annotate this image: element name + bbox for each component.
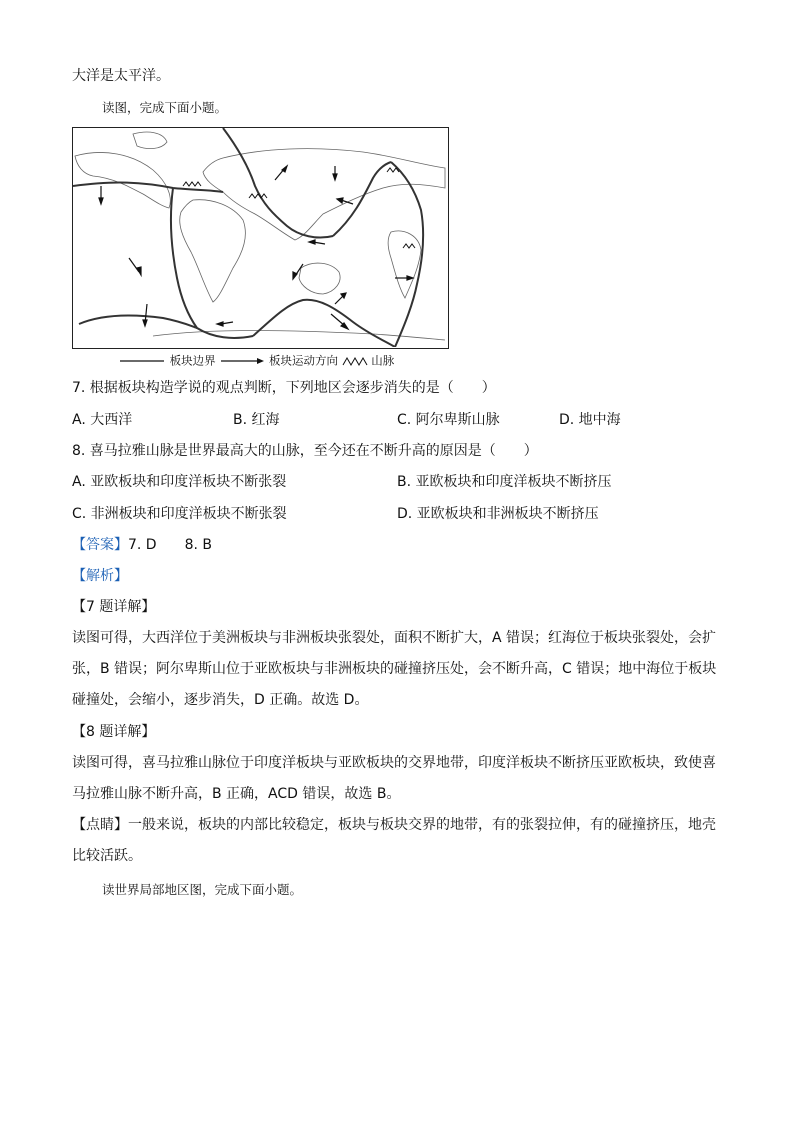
plate-boundary-east-pacific <box>391 162 423 347</box>
answer-text: 7. D 8. B <box>128 537 212 553</box>
tip-line <box>72 815 716 835</box>
motion-arrow-8 <box>335 296 343 304</box>
q8-stem: 8. 喜马拉雅山脉是世界最高大的山脉，至今还在不断升高的原因是（ ） <box>72 443 538 459</box>
q7-detail-label: 【7 题详解】 <box>72 599 156 615</box>
q8-option-d: D. 亚欧板块和非洲板块不断挤压 <box>397 506 599 522</box>
answer-label: 【答案】 <box>72 537 128 553</box>
next-reading-instruction: 读世界局部地区图，完成下面小题。 <box>102 882 303 897</box>
analysis-label: 【解析】 <box>72 568 128 584</box>
q7-option-b: B. 红海 <box>233 412 280 428</box>
map-legend <box>120 352 394 369</box>
australia-outline <box>299 263 340 294</box>
mountain-symbol-himalaya <box>249 194 267 198</box>
tip-text: 一般来说，板块的内部比较稳定，板块与板块交界的地带，有的张裂拉伸，有的碰撞挤压，地壳 <box>128 817 716 833</box>
motion-arrowhead-6 <box>337 198 343 203</box>
boundary-line-symbol <box>120 357 166 365</box>
q8-detail-line: 读图可得，喜马拉雅山脉位于印度洋板块与亚欧板块的交界地带，印度洋板块不断挤压亚欧板块，致使喜 <box>72 755 716 771</box>
motion-arrowhead-5 <box>309 240 315 244</box>
q8-detail-label: 【8 题详解】 <box>72 724 156 740</box>
greenland-outline <box>133 132 167 149</box>
north-america-outline <box>75 152 170 208</box>
eurasia-outline <box>203 149 445 240</box>
q7-detail-line: 碰撞处，会缩小，逐步消失，D 正确。故选 D。 <box>72 692 369 708</box>
answer-line <box>72 535 212 555</box>
tip-line-2: 比较活跃。 <box>72 848 142 864</box>
legend-mountain-label: 山脉 <box>371 353 395 368</box>
q8-option-b: B. 亚欧板块和印度洋板块不断挤压 <box>397 474 612 490</box>
motion-arrowhead-3 <box>143 320 147 326</box>
legend-motion-label: 板块运动方向 <box>268 353 338 368</box>
q7-option-c: C. 阿尔卑斯山脉 <box>397 412 500 428</box>
plate-map <box>72 127 449 349</box>
q7-stem: 7. 根据板块构造学说的观点判断，下列地区会逐步消失的是（ ） <box>72 380 496 396</box>
previous-text-tail: 大洋是太平洋。 <box>72 68 170 84</box>
mountain-symbol <box>342 356 368 366</box>
reading-instruction: 读图，完成下面小题。 <box>102 100 228 115</box>
motion-arrowhead-4 <box>217 322 223 326</box>
motion-arrowhead-12 <box>282 166 287 172</box>
plate-boundary-north <box>73 183 223 193</box>
mountain-symbol-andes <box>403 244 415 248</box>
q8-option-a: A. 亚欧板块和印度洋板块不断张裂 <box>72 474 287 490</box>
plate-map-drawing <box>73 128 447 347</box>
plate-boundary-atlantic <box>171 188 253 338</box>
mountain-symbol-alps <box>183 182 201 186</box>
motion-arrowhead-7 <box>293 272 297 279</box>
legend-boundary-label: 板块边界 <box>169 353 216 368</box>
plate-boundary-south-atlantic <box>79 316 197 328</box>
q8-option-c: C. 非洲板块和印度洋板块不断张裂 <box>72 506 287 522</box>
tip-label: 【点睛】 <box>72 817 128 833</box>
q7-option-d: D. 地中海 <box>559 412 621 428</box>
motion-arrow-symbol <box>219 357 265 365</box>
q7-detail-line: 张，B 错误；阿尔卑斯山位于亚欧板块与非洲板块的碰撞挤压处，会不断升高，C 错误；地中海位于板块 <box>72 661 717 677</box>
africa-outline <box>180 200 246 302</box>
plate-boundary-southern <box>253 300 395 347</box>
motion-arrowhead-10 <box>407 276 413 280</box>
motion-arrowhead-1 <box>99 198 103 204</box>
q7-detail-line: 读图可得，大西洋位于美洲板块与非洲板块张裂处，面积不断扩大，A 错误；红海位于板块张裂处，会扩 <box>72 630 717 646</box>
q7-option-a: A. 大西洋 <box>72 412 133 428</box>
motion-arrowhead-11 <box>333 174 337 180</box>
q8-detail-line: 马拉雅山脉不断升高，B 正确，ACD 错误，故选 B。 <box>72 786 401 802</box>
